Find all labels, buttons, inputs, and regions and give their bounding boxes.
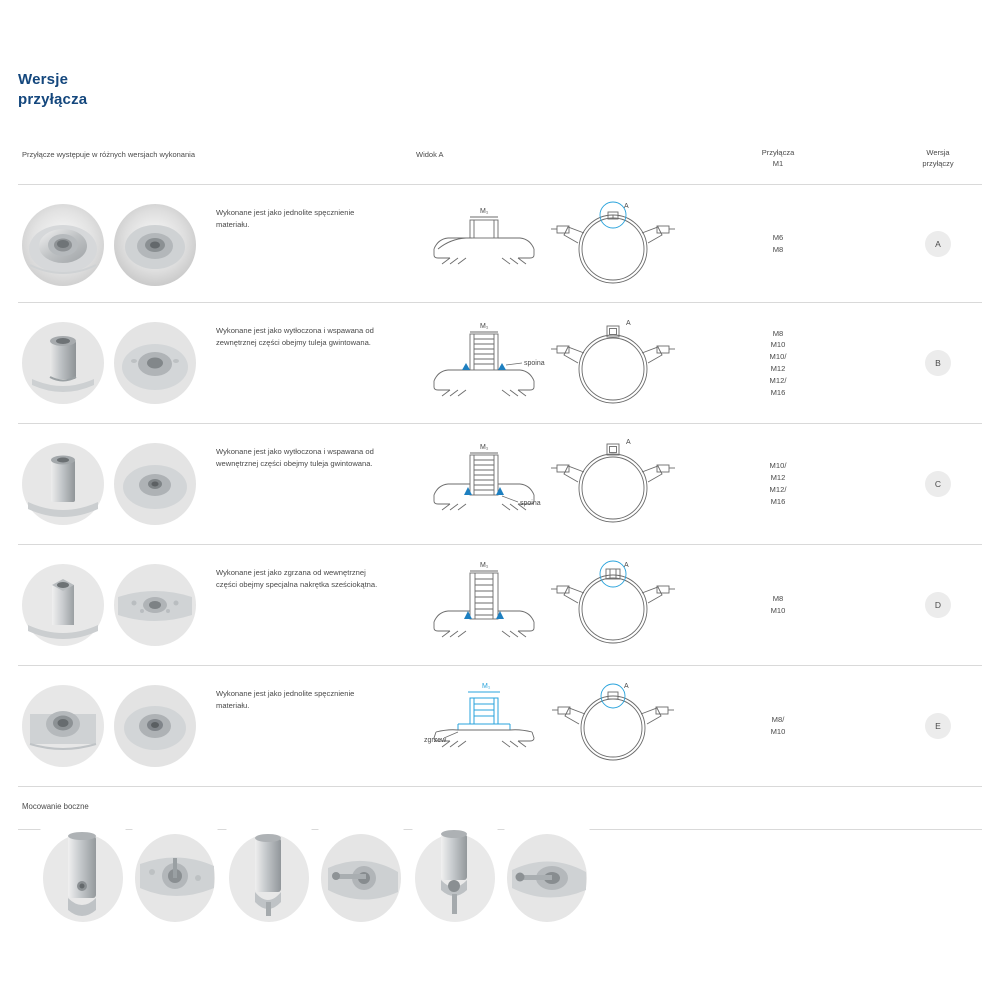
- photo-thumbnail: [112, 317, 198, 409]
- row-photos: [20, 199, 200, 291]
- photo-thumbnail: [20, 199, 106, 291]
- photo-thumbnail: [132, 828, 218, 928]
- photo-thumbnail: [20, 680, 106, 772]
- header-version: [878, 148, 998, 170]
- photo-thumbnail: [20, 317, 106, 409]
- row-version: [878, 545, 998, 665]
- table-row: [18, 303, 982, 424]
- technical-drawing: [418, 553, 688, 657]
- status-badge: B: [925, 350, 951, 376]
- row-description: Wykonane jest jako wytłoczona i wspawana od zewnętrznej części obejmy tuleja gwintowana.: [216, 326, 374, 347]
- page-title-line2: przyłącza: [18, 91, 88, 109]
- page-title: [18, 70, 318, 111]
- row-version: [878, 666, 998, 786]
- label-weld: zgrzew: [424, 737, 447, 744]
- side-mount-label: Mocowanie boczne: [22, 802, 89, 811]
- label-weld: spoina: [524, 360, 545, 367]
- label-weld: spoina: [520, 500, 541, 507]
- svg-text:M₁: M₁: [482, 683, 491, 690]
- table-row: [18, 185, 982, 303]
- label-a: A: [624, 562, 629, 569]
- svg-text:M₁: M₁: [480, 323, 489, 330]
- row-m1-values: M10/ M12 M12/ M16: [769, 461, 787, 506]
- table-row: [18, 424, 982, 545]
- status-badge: D: [925, 592, 951, 618]
- table-row: [18, 545, 982, 666]
- side-mount-gallery: [18, 828, 982, 938]
- row-m1: [718, 666, 838, 786]
- row-m1-values: M8 M10 M10/ M12 M12/ M16: [769, 328, 787, 397]
- row-m1: [718, 303, 838, 423]
- status-badge: C: [925, 471, 951, 497]
- header-m1: [718, 148, 838, 170]
- row-photos: [20, 559, 200, 651]
- photo-thumbnail: [20, 559, 106, 651]
- photo-thumbnail: [112, 438, 198, 530]
- side-mount-header: [18, 787, 982, 830]
- header-version-line2: przyłączy: [922, 158, 954, 168]
- label-a: A: [624, 203, 629, 210]
- row-photos: [20, 680, 200, 772]
- status-badge: A: [925, 231, 951, 257]
- header-m1-line1: Przyłącza: [761, 148, 795, 157]
- row-description: Wykonane jest jako zgrzana od wewnętrznej części obejmy specjalna nakrętka sześciokątna.: [216, 568, 378, 589]
- photo-thumbnail: [226, 828, 312, 928]
- header-description: Przyłącze występuje w różnych wersjach wykonania: [22, 150, 195, 159]
- photo-thumbnail: [318, 828, 404, 928]
- table-row: [18, 666, 982, 787]
- svg-text:M₁: M₁: [480, 562, 489, 569]
- technical-drawing: [418, 432, 688, 536]
- row-description: Wykonane jest jako wytłoczona i wspawana od wewnętrznej części obejmy tuleja gwintowana.: [216, 447, 374, 468]
- row-photos: [20, 438, 200, 530]
- photo-thumbnail: [412, 828, 498, 928]
- header-view-a: Widok A: [416, 150, 444, 159]
- technical-drawing: [418, 311, 688, 415]
- row-version: [878, 303, 998, 423]
- technical-drawing: [418, 193, 688, 297]
- row-m1: [718, 424, 838, 544]
- row-description: Wykonane jest jako jednolite spęcznienie materiału.: [216, 208, 355, 229]
- gallery-group: [40, 828, 220, 928]
- versions-table: [18, 138, 982, 830]
- row-version: [878, 424, 998, 544]
- row-m1-values: M8/ M10: [770, 715, 786, 736]
- table-header: [18, 138, 982, 185]
- svg-text:M₁: M₁: [480, 208, 489, 215]
- row-photos: [20, 317, 200, 409]
- gallery-group: [412, 828, 592, 928]
- header-m1-line2: M1: [772, 158, 784, 168]
- row-description: Wykonane jest jako jednolite spęcznienie materiału.: [216, 689, 355, 710]
- photo-thumbnail: [20, 438, 106, 530]
- gallery-group: [226, 828, 406, 928]
- photo-thumbnail: [112, 559, 198, 651]
- label-a: A: [624, 683, 629, 690]
- row-m1: [718, 185, 838, 302]
- row-m1-values: M8 M10: [770, 594, 786, 615]
- row-m1-values: M6 M8: [772, 232, 784, 254]
- photo-thumbnail: [112, 199, 198, 291]
- technical-drawing: [418, 674, 688, 778]
- photo-thumbnail: [504, 828, 590, 928]
- label-a: A: [626, 320, 631, 327]
- status-badge: E: [925, 713, 951, 739]
- header-version-line1: Wersja: [926, 148, 950, 157]
- photo-thumbnail: [40, 828, 126, 928]
- photo-thumbnail: [112, 680, 198, 772]
- svg-text:M₁: M₁: [480, 444, 489, 451]
- page-title-line1: Wersje: [18, 71, 69, 88]
- row-version: [878, 185, 998, 302]
- label-a: A: [626, 439, 631, 446]
- row-m1: [718, 545, 838, 665]
